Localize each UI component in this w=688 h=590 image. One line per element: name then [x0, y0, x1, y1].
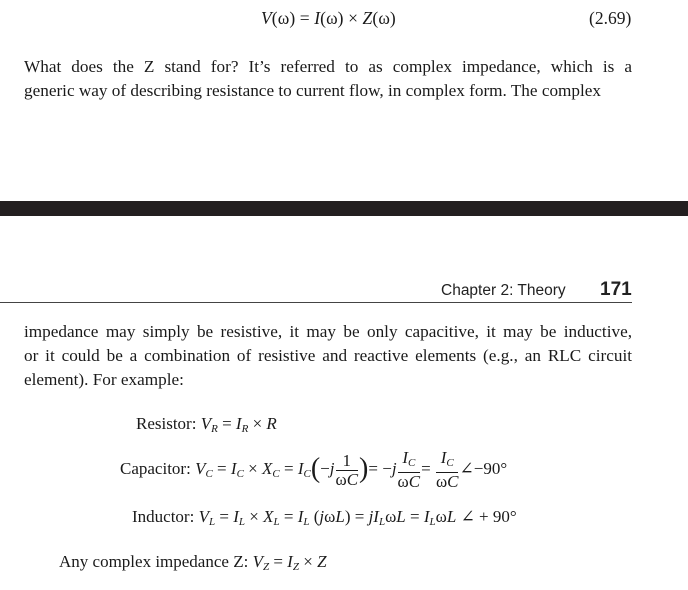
paragraph-top-line-2: generic way of describing resistance to current flow, in complex form. The complex	[24, 81, 602, 100]
general-impedance-equation: Any complex impedance Z: $V_Z = I_Z \times Z$	[59, 552, 327, 573]
inductor-equation: Inductor: $V_L = I_L \times X_L = I_L$ $(j\omega L) = jI_L\omega L = I_L\omega L$ ∠ + 90°	[132, 507, 517, 528]
header-rule	[0, 302, 632, 303]
inductor-angle: ∠ + 90°	[460, 507, 517, 526]
paragraph-top	[24, 55, 632, 103]
capacitor-label: Capacitor:	[120, 458, 191, 478]
capacitor-equation: Capacitor: $V_C = I_C \times X_C = I_C(-j$ $\frac{1}{\omega C}$ )= −j $\frac{I_C}{\omega C}$ = $\frac{I_C}{\omega C}$ ∠−90°	[120, 448, 508, 491]
equation-2-69: V(ω) = I(ω) × Z(ω)	[261, 8, 396, 28]
paragraph-bottom	[24, 320, 632, 392]
paragraph-bottom-line-1: impedance may simply be resistive, it may be only capacitive, it may be inductive,	[24, 322, 632, 341]
inductor-label: Inductor:	[132, 507, 195, 526]
capacitor-angle: ∠−90°	[459, 458, 508, 478]
equation-number: (2.69)	[589, 8, 632, 28]
page-break-divider	[0, 201, 688, 216]
paragraph-bottom-line-3: element). For example:	[24, 370, 184, 389]
general-impedance-label: Any complex impedance Z:	[59, 552, 249, 571]
paragraph-top-line-1: What does the Z stand for? It’s referred to as complex impedance, which is a	[24, 57, 632, 76]
resistor-equation: Resistor: $V_R = I_R \times R$	[136, 414, 277, 435]
page-number: 171	[600, 279, 632, 300]
running-head: Chapter 2: Theory	[441, 282, 566, 299]
paragraph-bottom-line-2: or it could be a combination of resistive and reactive elements (e.g., an RLC circuit	[24, 346, 632, 365]
resistor-label: Resistor:	[136, 414, 197, 433]
